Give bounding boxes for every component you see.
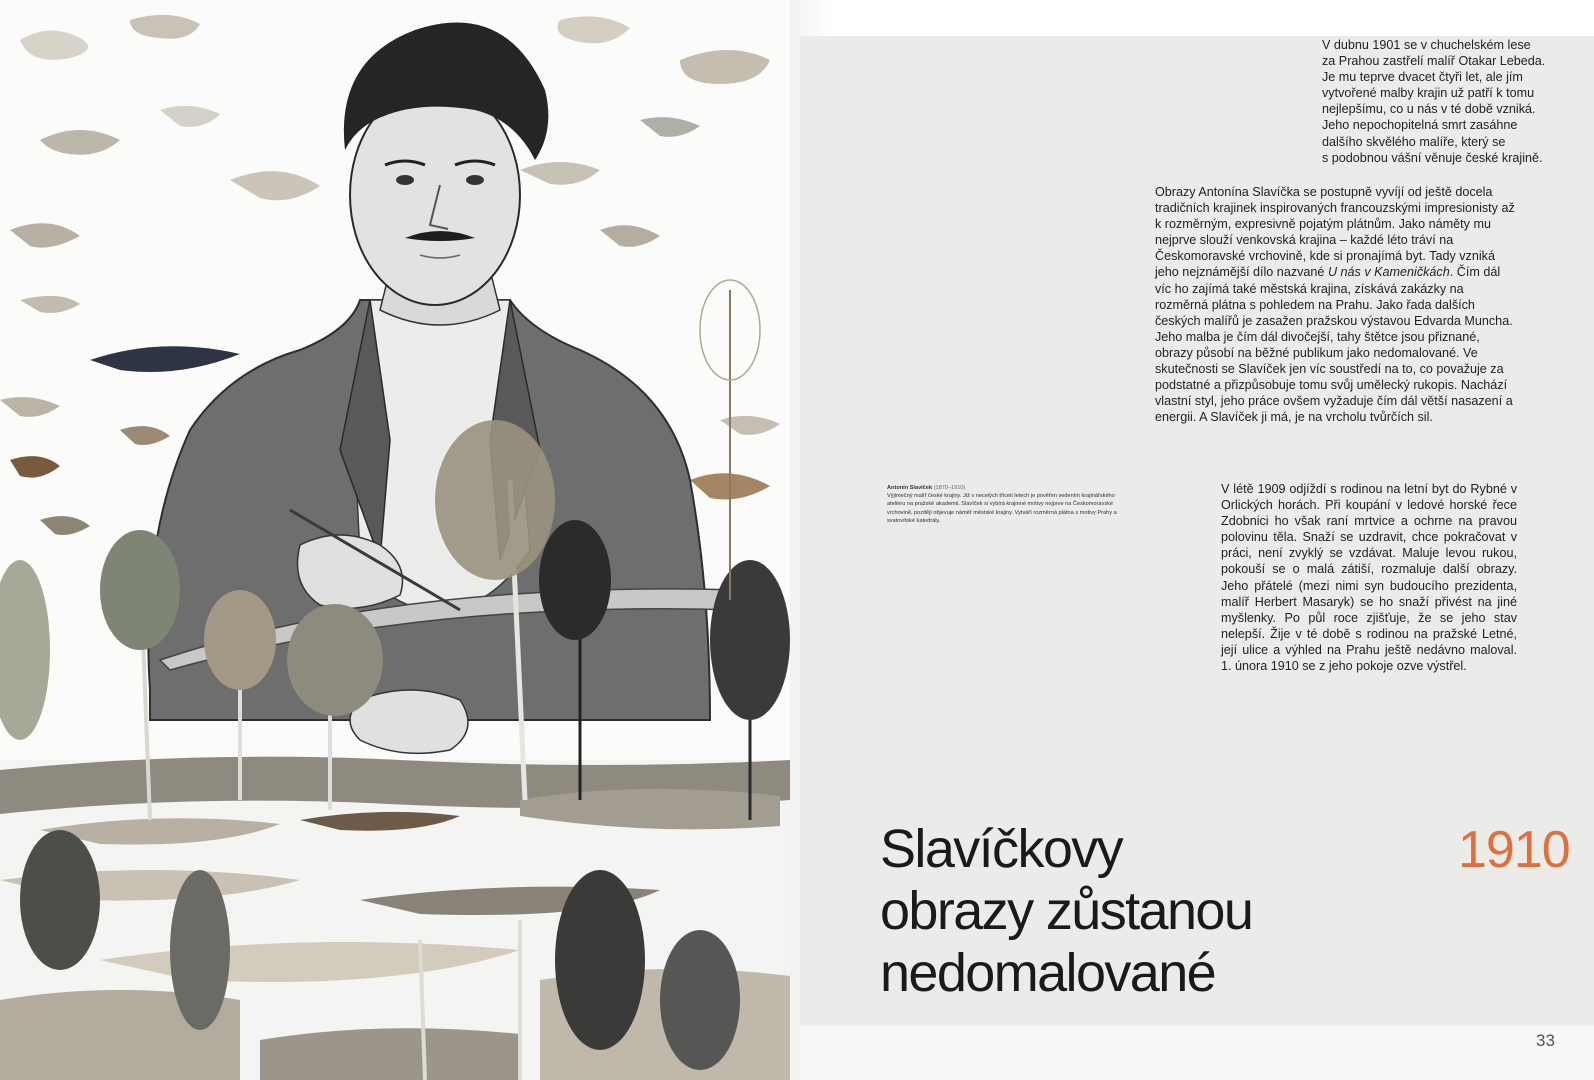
text-line: s podobnou vášní věnuje české krajině. xyxy=(1322,150,1543,165)
text-line: Jeho nepochopitelná smrt zasáhne xyxy=(1322,118,1518,133)
text-line: Je mu teprve dvacet čtyři let, ale jím xyxy=(1322,70,1523,85)
caption-text: Výjimečný malíř české krajiny. Již v necelých třiceti letech je pověřen vedením krajinářského ateliéru na pražské akademii. Slavíček si vybírá krajinné motivy nejprve na Českomoravské vrchovině, později objevuje náměť městské krajiny. Vytváří rozměrná plátna s motivy Prahy a svatovítské katedrály. xyxy=(887,493,1117,524)
title-line: Slavíčkovy xyxy=(880,819,1123,879)
text-line: V dubnu 1901 se v chuchelském lese xyxy=(1322,38,1531,52)
artwork-title: U nás v Kameničkách xyxy=(1327,265,1450,280)
main-paragraph-text: Obrazy Antonína Slavíčka se postupně vyvíjí od ještě docela tradičních krajinek inspirovaných francouzskými impresionisty až k rozměrným, expresivně pojatým plátnům. Jako náměty mu nejprve slouží venkovská krajina – každé léto tráví na Českomoravské vrchovině, kde si pronajímá byt. Tady vzniká jeho nejznámější dílo nazvané U nás v Kameničkách. Čím dál víc ho zajímá také městská krajina, získává zakázky na rozměrná plátna s pohledem na Prahu. Jako řada dalších českých malířů je zasažen pražskou výstavou Edvarda Muncha. Jeho malba je čím dál divočejší, tahy štětce jsou přiznané, obrazy působí na běžné publikum jako nedomalované. Ve skutečnosti se Slavíček jen víc soustředí na to, co považuje za podstatné a přizpůsobuje tomu svůj umělecký rukopis. Nachází vlastní styl, jeho práce ovšem vyžaduje čím dál větší nasazení a energii. A Slavíček ji má, je na vrcholu tvůrčích sil. xyxy=(1155,185,1515,425)
page-bottom-margin xyxy=(800,1026,1594,1080)
intro-paragraph xyxy=(1322,37,1584,166)
text-line: dalšího skvělého malíře, který se xyxy=(1322,134,1506,149)
caption-years: (1870–1910) xyxy=(933,485,966,491)
illustration-page xyxy=(0,0,790,1080)
chapter-year: 1910 xyxy=(1458,821,1570,879)
caption-name: Antonín Slavíček xyxy=(887,485,933,491)
chapter-title xyxy=(880,818,1252,1004)
final-paragraph-text: V létě 1909 odjíždí s rodinou na letní byt do Rybné v Orlických horách. Při koupání v ledové horské řece Zdobnici ho však raní mrtvice a ochrne na pravou polovinu těla. Snaží se uzdravit, chce pokračovat v práci, není zvyklý se vzdávat. Maluje levou rukou, pokouší se o malá zátiší, rozmaluje další obrazy. Jeho přátelé (mezi nimi syn budoucího prezidenta, malíř Herbert Masaryk) se ho snaží přivést na jiné myšlenky. Po půl roce zjišťuje, že se jeho stav nelepší. Žije v té době s rodinou na pražské Letné, její ulice a výhled na Prahu ještě nedávno maloval. 1. února 1910 se z jeho pokoje ozve výstřel. xyxy=(1221,482,1517,674)
title-line: nedomalované xyxy=(880,943,1216,1003)
text-line: vytvořené malby krajin už patří k tomu xyxy=(1322,86,1535,101)
main-paragraph xyxy=(1155,184,1515,425)
slavicek-portrait-illustration xyxy=(0,0,790,1080)
page-number: 33 xyxy=(1536,1031,1555,1050)
text-line: nejlepšímu, co u nás v té době vzniká. xyxy=(1322,102,1536,117)
title-line: obrazy zůstanou xyxy=(880,881,1253,941)
portrait-caption xyxy=(887,484,1127,525)
text-line: za Prahou zastřelí malíř Otakar Lebeda. xyxy=(1322,54,1546,69)
final-paragraph xyxy=(1221,481,1517,674)
